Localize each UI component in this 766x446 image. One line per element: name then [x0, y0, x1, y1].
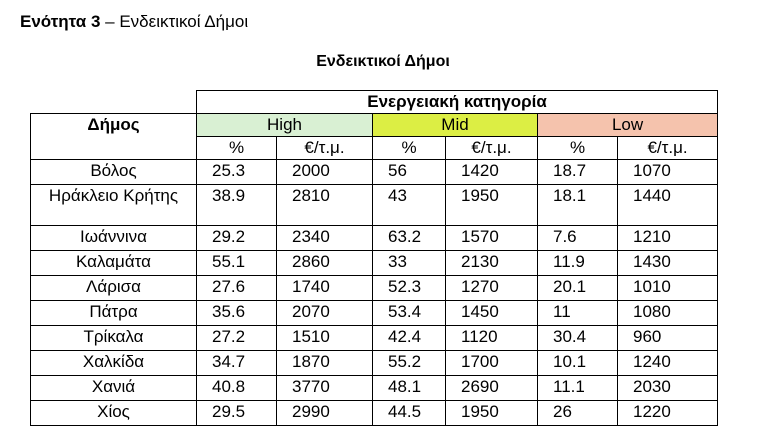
value-cell: 38.9 — [197, 185, 277, 226]
value-cell: 48.1 — [373, 376, 446, 401]
value-cell: 56 — [373, 160, 446, 185]
municipality-name-cell: Ηράκλειο Κρήτης — [31, 185, 197, 226]
value-cell: 2070 — [277, 301, 373, 326]
value-cell: 18.1 — [538, 185, 618, 226]
value-cell: 1740 — [277, 276, 373, 301]
table-row — [31, 326, 718, 351]
table-row — [31, 160, 718, 185]
sub-header-high-percent: % — [197, 137, 277, 160]
table-row — [31, 351, 718, 376]
value-cell: 1950 — [446, 401, 538, 426]
value-cell: 2860 — [277, 251, 373, 276]
section-heading — [20, 12, 248, 32]
value-cell: 1420 — [446, 160, 538, 185]
value-cell: 43 — [373, 185, 446, 226]
table-row — [31, 185, 718, 226]
sub-header-mid-price: €/τ.μ. — [446, 137, 538, 160]
table-row — [31, 276, 718, 301]
value-cell: 44.5 — [373, 401, 446, 426]
value-cell: 1700 — [446, 351, 538, 376]
municipality-name-cell: Χανιά — [31, 376, 197, 401]
value-cell: 29.5 — [197, 401, 277, 426]
value-cell: 1450 — [446, 301, 538, 326]
table-row — [31, 301, 718, 326]
value-cell: 63.2 — [373, 226, 446, 251]
sub-header-mid-percent: % — [373, 137, 446, 160]
value-cell: 33 — [373, 251, 446, 276]
table-title: Ενδεικτικοί Δήμοι — [316, 53, 450, 70]
category-high-header: High — [197, 114, 373, 137]
sub-header-low-price: €/τ.μ. — [618, 137, 718, 160]
value-cell: 1270 — [446, 276, 538, 301]
value-cell: 11 — [538, 301, 618, 326]
municipality-name-cell: Τρίκαλα — [31, 326, 197, 351]
municipalities-table — [30, 90, 718, 426]
value-cell: 25.3 — [197, 160, 277, 185]
value-cell: 2000 — [277, 160, 373, 185]
value-cell: 1010 — [618, 276, 718, 301]
value-cell: 2030 — [618, 376, 718, 401]
table-body — [31, 160, 718, 426]
section-title: – Ενδεικτικοί Δήμοι — [100, 12, 249, 31]
value-cell: 27.2 — [197, 326, 277, 351]
municipality-header: Δήμος — [31, 114, 197, 160]
value-cell: 2990 — [277, 401, 373, 426]
value-cell: 1220 — [618, 401, 718, 426]
value-cell: 1210 — [618, 226, 718, 251]
value-cell: 34.7 — [197, 351, 277, 376]
value-cell: 1240 — [618, 351, 718, 376]
category-low-header: Low — [538, 114, 718, 137]
value-cell: 26 — [538, 401, 618, 426]
energy-category-header: Ενεργειακή κατηγορία — [197, 91, 718, 114]
table-row — [31, 376, 718, 401]
blank-corner — [31, 91, 197, 114]
municipality-name-cell: Ιωάννινα — [31, 226, 197, 251]
value-cell: 55.1 — [197, 251, 277, 276]
value-cell: 40.8 — [197, 376, 277, 401]
value-cell: 7.6 — [538, 226, 618, 251]
value-cell: 1430 — [618, 251, 718, 276]
value-cell: 52.3 — [373, 276, 446, 301]
table-row — [31, 401, 718, 426]
value-cell: 1950 — [446, 185, 538, 226]
sub-header-low-percent: % — [538, 137, 618, 160]
value-cell: 1080 — [618, 301, 718, 326]
value-cell: 29.2 — [197, 226, 277, 251]
value-cell: 35.6 — [197, 301, 277, 326]
municipality-name-cell: Χίος — [31, 401, 197, 426]
value-cell: 30.4 — [538, 326, 618, 351]
value-cell: 1120 — [446, 326, 538, 351]
municipality-name-cell: Λάρισα — [31, 276, 197, 301]
value-cell: 960 — [618, 326, 718, 351]
value-cell: 1510 — [277, 326, 373, 351]
value-cell: 11.1 — [538, 376, 618, 401]
value-cell: 20.1 — [538, 276, 618, 301]
municipality-name-cell: Χαλκίδα — [31, 351, 197, 376]
table-row — [31, 251, 718, 276]
value-cell: 1440 — [618, 185, 718, 226]
municipality-name-cell: Καλαμάτα — [31, 251, 197, 276]
value-cell: 55.2 — [373, 351, 446, 376]
value-cell: 18.7 — [538, 160, 618, 185]
municipality-name-cell: Βόλος — [31, 160, 197, 185]
value-cell: 42.4 — [373, 326, 446, 351]
table-row — [31, 226, 718, 251]
value-cell: 2340 — [277, 226, 373, 251]
value-cell: 2690 — [446, 376, 538, 401]
value-cell: 3770 — [277, 376, 373, 401]
municipality-name-cell: Πάτρα — [31, 301, 197, 326]
value-cell: 1570 — [446, 226, 538, 251]
section-number: Ενότητα 3 — [20, 12, 101, 31]
value-cell: 27.6 — [197, 276, 277, 301]
category-mid-header: Mid — [373, 114, 538, 137]
value-cell: 11.9 — [538, 251, 618, 276]
sub-header-high-price: €/τ.μ. — [277, 137, 373, 160]
value-cell: 53.4 — [373, 301, 446, 326]
value-cell: 10.1 — [538, 351, 618, 376]
value-cell: 2130 — [446, 251, 538, 276]
value-cell: 1070 — [618, 160, 718, 185]
value-cell: 2810 — [277, 185, 373, 226]
value-cell: 1870 — [277, 351, 373, 376]
